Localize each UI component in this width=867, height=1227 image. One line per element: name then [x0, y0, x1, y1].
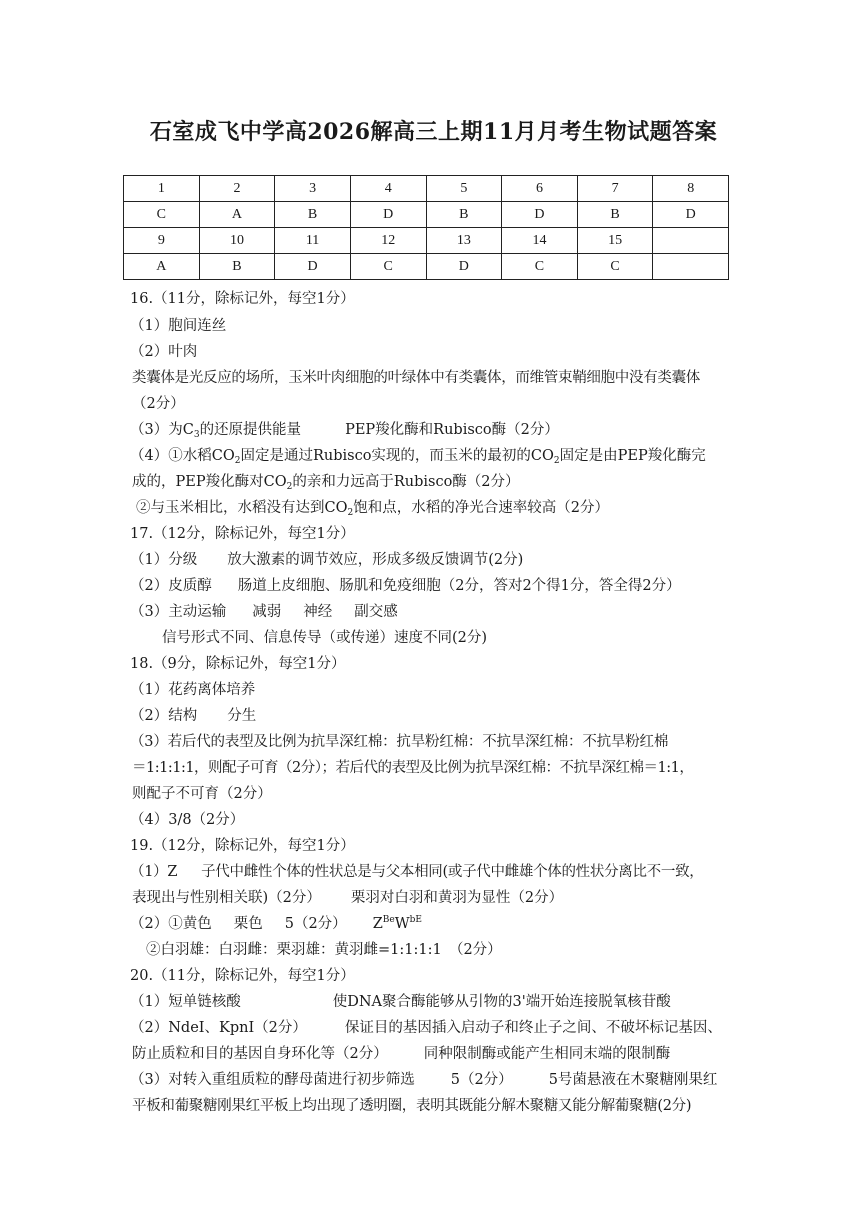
answer-table-cell: 9	[124, 228, 200, 254]
q20-part2-a: （2）NdeI、KpnI（2分）	[130, 1020, 307, 1036]
q18-part3: （3）若后代的表型及比例为抗旱深红棉：抗旱粉红棉：不抗旱深红棉：不抗旱粉红棉	[130, 734, 669, 750]
q19-part1-a: （1）Z	[130, 864, 178, 880]
q18-part2-b: 分生	[227, 708, 257, 724]
q18-part3-cont: ＝1:1:1:1，则配子可育（2分）；若后代的表型及比例为抗旱深红棉：不抗旱深红棉＝1:1，	[132, 760, 694, 776]
q16-part4-cont	[132, 470, 520, 492]
q19-part1-d: 栗羽对白羽和黄羽为显性（2分）	[350, 890, 564, 906]
q20-part1-b: 使DNA聚合酶能够从引物的3'端开始连接脱氧核苷酸	[332, 994, 671, 1010]
answer-table	[123, 175, 729, 280]
q20-header: 20.（11分，除标记外，每空1分）	[130, 968, 355, 984]
q17-part1-b: 放大激素的调节效应，形成多级反馈调节(2分)	[227, 552, 524, 568]
q16-part3-a: （3）为C	[130, 422, 194, 438]
answer-table-cell: 6	[502, 176, 578, 202]
q20-part2-cont	[132, 1042, 670, 1063]
q17-part2-a: （2）皮质醇	[130, 578, 212, 594]
answer-table-row	[124, 176, 729, 202]
q17-part2	[130, 574, 681, 595]
q16-header: 16.（11分，除标记外，每空1分）	[130, 291, 355, 307]
q19-part1-cont	[132, 886, 563, 907]
q19-part2-sup1: Be	[382, 915, 395, 925]
answer-table-cell: C	[350, 254, 426, 280]
q19-part2-sup2: bE	[409, 915, 422, 925]
q16-part3-b: 的还原提供能量	[199, 422, 302, 438]
page-title: 石室成飞中学高2026解高三上期11月月考生物试题答案	[149, 119, 718, 145]
q19-part2-a: （2）①黄色	[130, 916, 212, 932]
q16-part4-sub2: 2	[553, 456, 560, 466]
q16-part4-a: （4）①水稻CO	[130, 448, 235, 464]
q20-part2-b: 保证目的基因插入启动子和终止子之间、不破坏标记基因、	[344, 1020, 722, 1036]
q17-part3-d: 副交感	[354, 604, 398, 620]
q17-part1	[130, 548, 523, 569]
answer-table-cell: C	[577, 254, 653, 280]
q19-part1-b: 子代中雌性个体的性状总是与父本相同(或子代中雌雄个体的性状分离比不一致，	[201, 864, 704, 880]
q17-part3-a: （3）主动运输	[130, 604, 227, 620]
q19-part2-e: W	[394, 916, 410, 932]
q16-part4-f: ②与玉米相比，水稻没有达到CO	[136, 500, 348, 516]
q20-part3-cont: 平板和葡聚糖刚果红平板上均出现了透明圈，表明其既能分解木聚糖又能分解葡聚糖(2分)	[132, 1098, 692, 1114]
q16-part4-b: 固定是通过Rubisco实现的，而玉米的最初的CO	[240, 448, 554, 464]
q17-part3-b: 减弱	[252, 604, 282, 620]
q17-part3	[130, 600, 398, 621]
answer-table-cell: 5	[426, 176, 502, 202]
answer-table-cell: 13	[426, 228, 502, 254]
q18-part4: （4）3/8（2分）	[130, 812, 245, 828]
q20-part1-a: （1）短单链核酸	[130, 994, 241, 1010]
q19-header: 19.（12分，除标记外，每空1分）	[130, 838, 355, 854]
answer-table-cell: 15	[577, 228, 653, 254]
q18-part2	[130, 704, 256, 725]
q16-part2-score: （2分）	[132, 396, 185, 412]
answer-table-cell: A	[124, 254, 200, 280]
q17-part2-b: 肠道上皮细胞、肠肌和免疫细胞（2分，答对2个得1分，答全得2分）	[237, 578, 681, 594]
answer-table-cell: D	[426, 254, 502, 280]
answer-table-cell: 1	[124, 176, 200, 202]
q18-header: 18.（9分，除标记外，每空1分）	[130, 656, 346, 672]
q20-part3	[130, 1068, 717, 1089]
answer-table-row	[124, 202, 729, 228]
q20-part1	[130, 990, 671, 1011]
q16-part3-sub: 3	[193, 430, 200, 440]
q19-part2-second: ②白羽雄：白羽雌：栗羽雄：黄羽雌=1:1:1:1 （2分）	[146, 942, 502, 958]
q19-part1-c: 表现出与性别相关联)（2分）	[132, 890, 321, 906]
q16-part4-c: 固定是由PEP羧化酶完	[559, 448, 706, 464]
q20-part2	[130, 1016, 722, 1037]
q20-part2-c: 防止质粒和目的基因自身环化等（2分）	[132, 1046, 388, 1062]
answer-table-cell	[653, 228, 729, 254]
q17-part3-cont: 信号形式不同、信息传导（或传递）速度不同(2分)	[162, 630, 488, 646]
answer-table-cell: 8	[653, 176, 729, 202]
q16-part4-d: 成的，PEP羧化酶对CO	[132, 474, 287, 490]
answer-table-cell: 7	[577, 176, 653, 202]
answer-table-row	[124, 228, 729, 254]
answer-table-row	[124, 254, 729, 280]
answer-table-cell: B	[426, 202, 502, 228]
q17-part3-c: 神经	[303, 604, 333, 620]
q16-part4	[130, 444, 706, 466]
q17-header: 17.（12分，除标记外，每空1分）	[130, 526, 355, 542]
answer-table-cell: 3	[275, 176, 351, 202]
q20-part3-a: （3）对转入重组质粒的酵母菌进行初步筛选	[130, 1072, 415, 1088]
q16-part2: （2）叶肉	[130, 344, 198, 360]
answer-table-cell: C	[502, 254, 578, 280]
answer-table-cell: B	[199, 254, 275, 280]
q19-part1	[130, 860, 703, 881]
answer-table-cell: 11	[275, 228, 351, 254]
q19-part2-c: 5（2分）	[284, 916, 347, 932]
answer-table-cell: B	[577, 202, 653, 228]
q16-part4-second	[136, 496, 609, 518]
q16-part4-sub3: 2	[286, 482, 293, 492]
answer-table-cell	[653, 254, 729, 280]
q16-part3	[130, 418, 559, 440]
q20-part2-d: 同种限制酶或能产生相同末端的限制酶	[423, 1046, 671, 1062]
q19-part2-d: Z	[372, 916, 383, 932]
q18-part2-a: （2）结构	[130, 708, 198, 724]
answer-table-cell: 10	[199, 228, 275, 254]
q20-part3-b: 5（2分）	[450, 1072, 513, 1088]
answer-table-cell: C	[124, 202, 200, 228]
q16-part4-e: 的亲和力远高于Rubisco酶（2分）	[292, 474, 520, 490]
answer-table-cell: D	[653, 202, 729, 228]
q17-part1-a: （1）分级	[130, 552, 198, 568]
q16-part4-g: 饱和点，水稻的净光合速率较高（2分）	[353, 500, 609, 516]
answer-table-cell: D	[275, 254, 351, 280]
q19-part2	[130, 912, 422, 933]
q18-part3-end: 则配子不可育（2分）	[132, 786, 272, 802]
answer-table-cell: D	[350, 202, 426, 228]
q16-part2-explanation: 类囊体是光反应的场所，玉米叶肉细胞的叶绿体中有类囊体，而维管束鞘细胞中没有类囊体	[132, 370, 700, 386]
answer-table-cell: A	[199, 202, 275, 228]
q18-part1: （1）花药离体培养	[130, 682, 256, 698]
q19-part2-b: 栗色	[233, 916, 263, 932]
answer-table-cell: 14	[502, 228, 578, 254]
q16-part4-sub1: 2	[234, 456, 241, 466]
answer-table-cell: B	[275, 202, 351, 228]
q20-part3-c: 5号菌悬液在木聚糖刚果红	[548, 1072, 718, 1088]
q16-part3-c: PEP羧化酶和Rubisco酶（2分）	[345, 422, 559, 438]
q16-part4-sub4: 2	[347, 508, 354, 518]
answer-table-cell: 2	[199, 176, 275, 202]
answer-table-cell: D	[502, 202, 578, 228]
answer-table-cell: 4	[350, 176, 426, 202]
answer-table-cell: 12	[350, 228, 426, 254]
q16-part1: （1）胞间连丝	[130, 318, 227, 334]
